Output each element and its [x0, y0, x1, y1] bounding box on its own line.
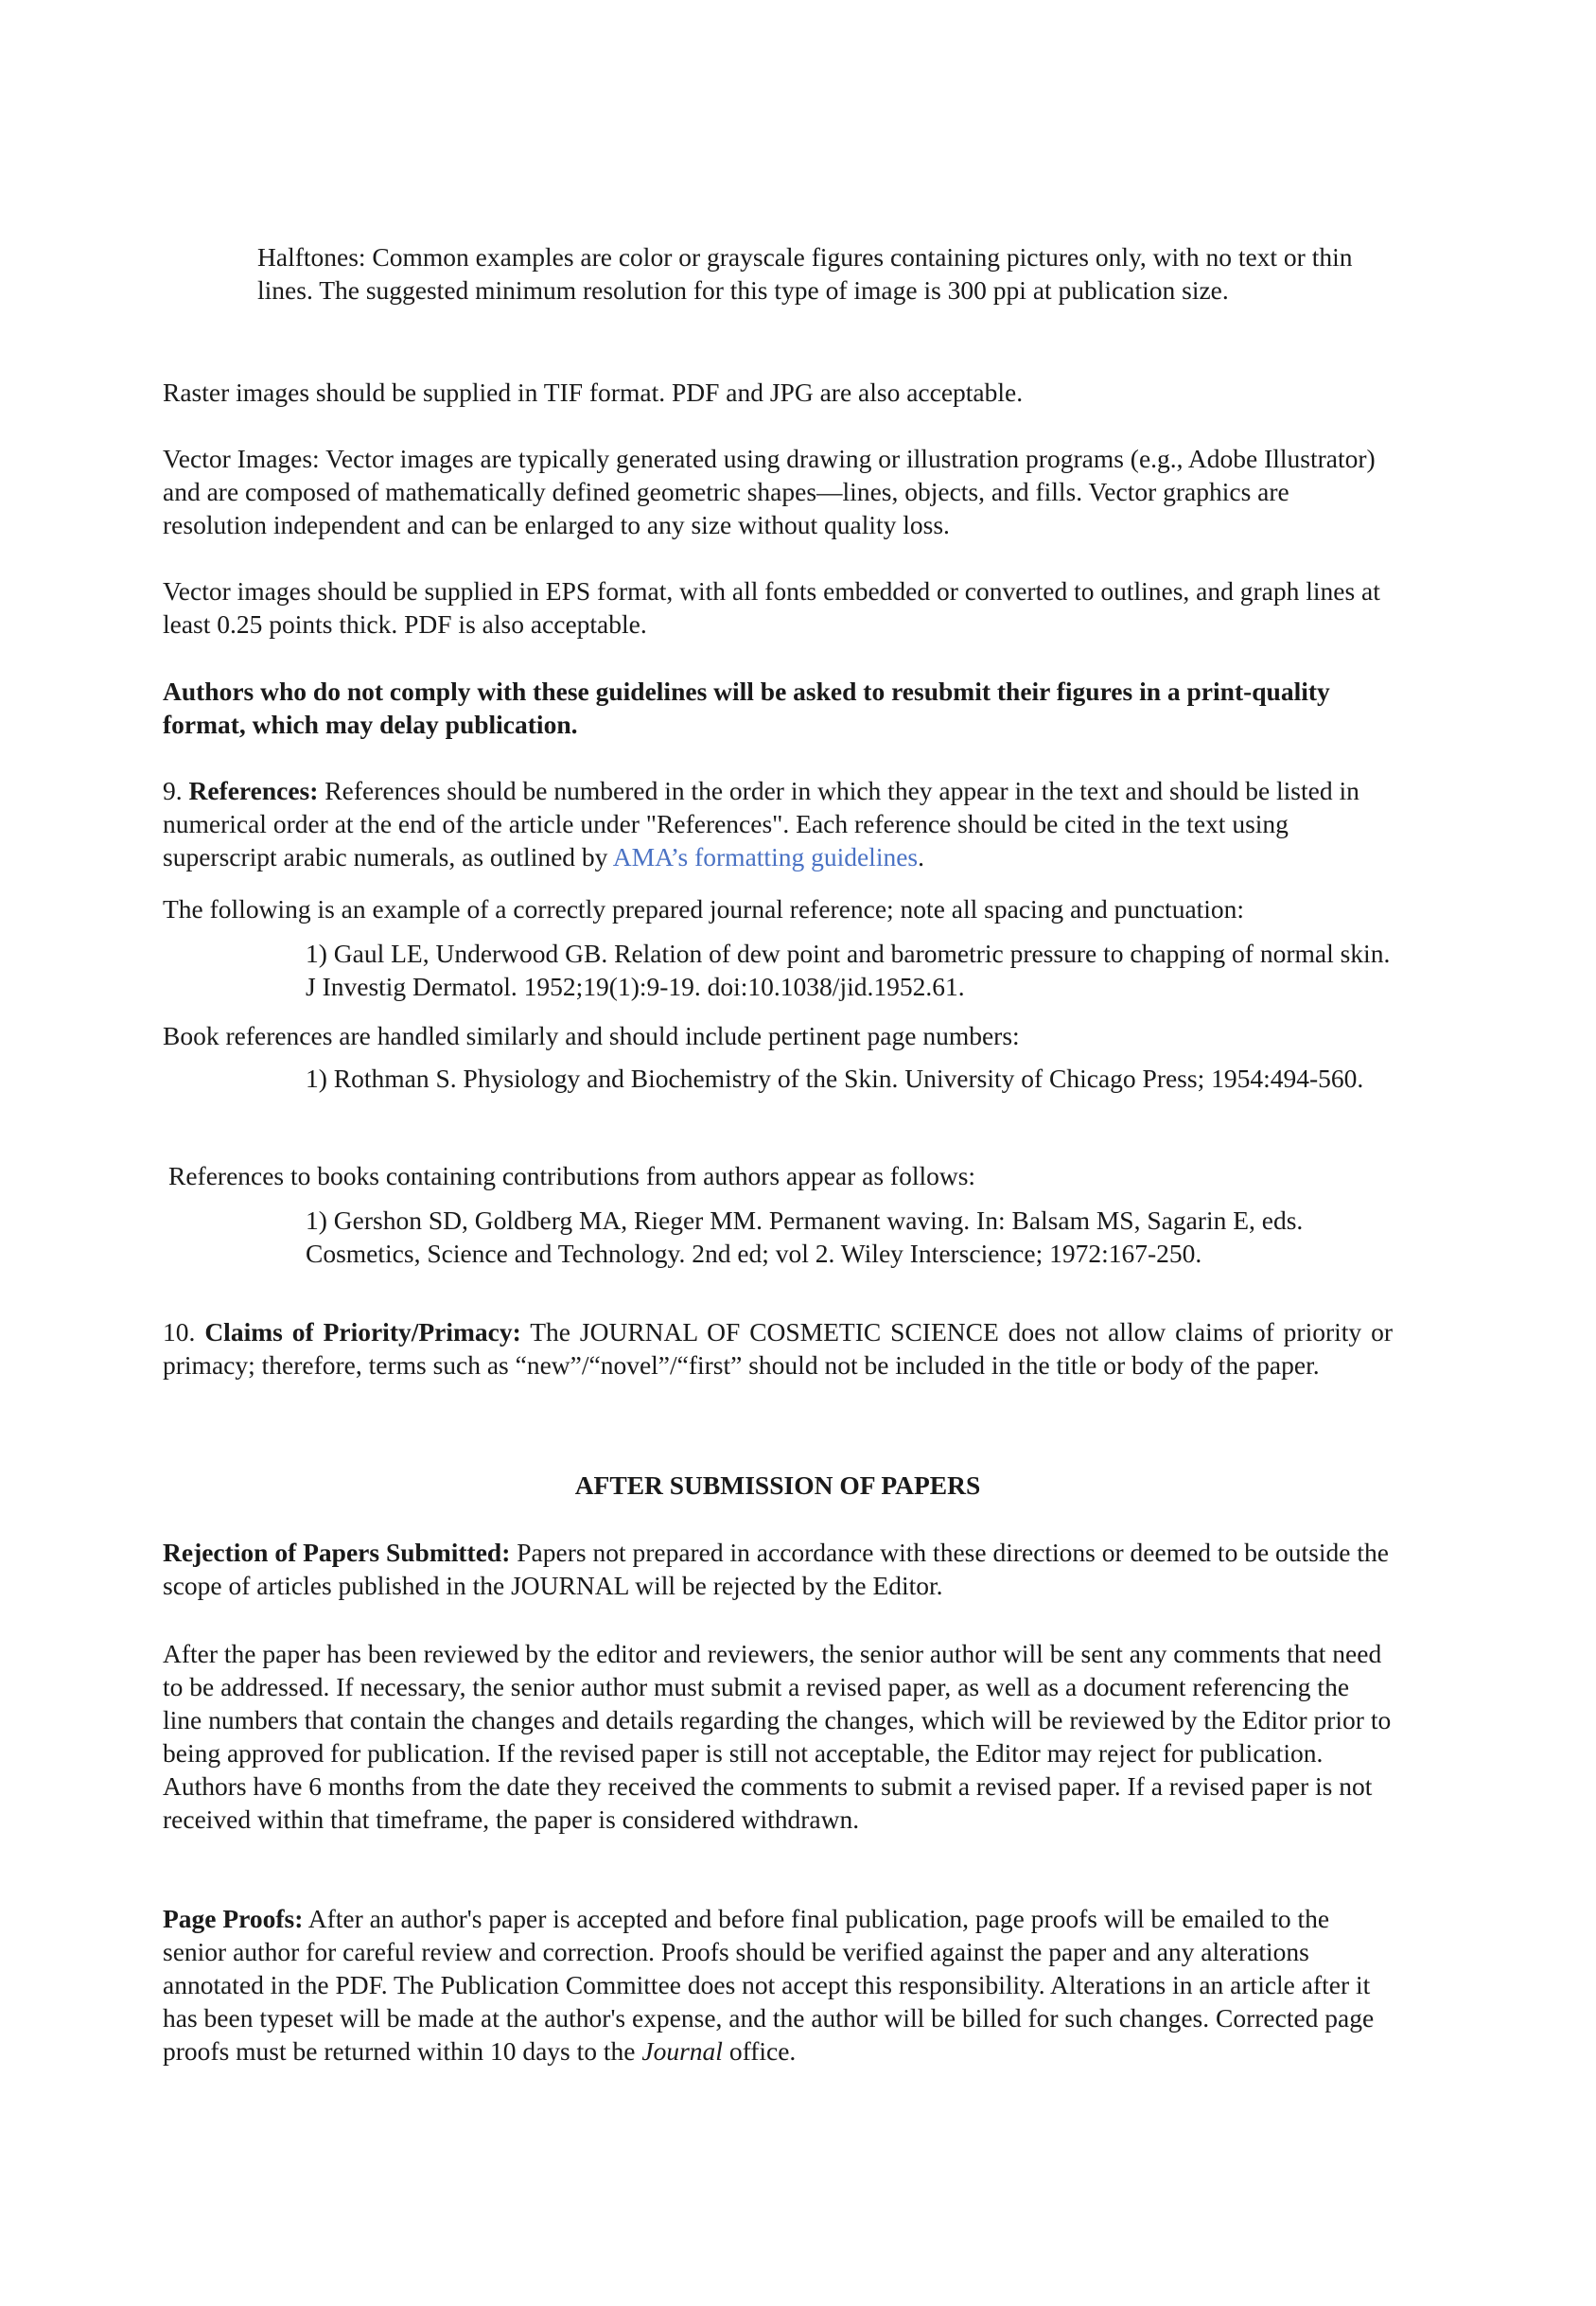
references-paragraph [163, 774, 1393, 873]
book-reference-intro: Book references are handled similarly and should include pertinent page numbers: [163, 1021, 1020, 1050]
vector-images-paragraph: Vector Images: Vector images are typically generated using drawing or illustration programs (e.g., Adobe Illustrator) and are composed of mathematically defined geometric shapes—lines, objects, and fills. Vector graphics are resolution independent and can be enlarged to any size without quality loss. [163, 444, 1376, 539]
references-text: References should be numbered in the order in which they appear in the text and should be listed in numerical order at the end of the article under "References". Each reference should be cited in the text using superscript arabic numerals, as outlined by [163, 776, 1359, 871]
page-proofs-end: office. [722, 2036, 797, 2066]
vector-format-paragraph: Vector images should be supplied in EPS format, with all fonts embedded or converted to outlines, and graph lines at least 0.25 points thick. PDF is also acceptable. [163, 576, 1380, 639]
ama-guidelines-link[interactable]: AMA’s formatting guidelines [612, 842, 919, 871]
journal-reference-intro: The following is an example of a correctly prepared journal reference; note all spacing and punctuation: [163, 894, 1245, 924]
rejection-label: Rejection of Papers Submitted: [163, 1538, 511, 1567]
references-number: 9. [163, 776, 189, 805]
claims-number: 10. [163, 1317, 205, 1347]
halftones-paragraph: Halftones: Common examples are color or grayscale figures containing pictures only, with no text or thin lines. The suggested minimum resolution for this type of image is 300 ppi at publication size. [257, 242, 1353, 305]
journal-reference-example: 1) Gaul LE, Underwood GB. Relation of dew point and barometric pressure to chapping of normal skin. J Investig Dermatol. 1952;19(1):9-19. doi:10.1038/jid.1952.61. [306, 939, 1391, 1001]
page-proofs-text: After an author's paper is accepted and before final publication, page proofs will be emailed to the senior author for careful review and correction. Proofs should be verified against the paper and any alterations annotated in the PDF. The Publication Committee does not accept this responsibility. Alterations in an article after it has been typeset will be made at the author's expense, and the author will be billed for such changes. Corrected page proofs must be returned within 10 days to the [163, 1904, 1375, 2066]
contribution-reference-example: 1) Gershon SD, Goldberg MA, Rieger MM. Permanent waving. In: Balsam MS, Sagarin E, eds. Cosmetics, Science and Technology. 2nd ed; vol 2. Wiley Interscience; 1972:167-250. [306, 1206, 1304, 1268]
review-paragraph: After the paper has been reviewed by the editor and reviewers, the senior author will be sent any comments that need to be addressed. If necessary, the senior author must submit a revised paper, as well as a document referencing the line numbers that contain the changes and details regarding the changes, which will be reviewed by the Editor prior to being approved for publication. If the revised paper is still not acceptable, the Editor may reject for publication. Authors have 6 months from the date they received the comments to submit a revised paper. If a revised paper is not received within that timeframe, the paper is considered withdrawn. [163, 1639, 1392, 1834]
claims-paragraph [163, 1315, 1393, 1382]
page-proofs-paragraph [163, 1902, 1393, 2068]
rejection-paragraph [163, 1536, 1393, 1602]
references-end: . [918, 842, 924, 871]
journal-italic: Journal [641, 2036, 723, 2066]
raster-paragraph: Raster images should be supplied in TIF format. PDF and JPG are also acceptable. [163, 378, 1024, 407]
claims-text: The JOURNAL OF COSMETIC SCIENCE does not allow claims of priority or primacy; therefore, terms such as “new”/“novel”/“first” should not be included in the title or body of the paper. [163, 1317, 1393, 1380]
compliance-warning: Authors who do not comply with these guidelines will be asked to resubmit their figures in a print-quality format, which may delay publication. [163, 677, 1330, 739]
rejection-text: Papers not prepared in accordance with these directions or deemed to be outside the scope of articles published in the JOURNAL will be rejected by the Editor. [163, 1538, 1389, 1600]
section-heading: AFTER SUBMISSION OF PAPERS [574, 1470, 981, 1500]
references-label: References: [188, 776, 319, 805]
claims-label: Claims of Priority/Primacy: [204, 1317, 521, 1347]
page-proofs-label: Page Proofs: [163, 1904, 304, 1933]
contribution-reference-intro: References to books containing contributions from authors appear as follows: [168, 1161, 976, 1190]
book-reference-example: 1) Rothman S. Physiology and Biochemistry of the Skin. University of Chicago Press; 1954:494-560. [306, 1064, 1364, 1093]
